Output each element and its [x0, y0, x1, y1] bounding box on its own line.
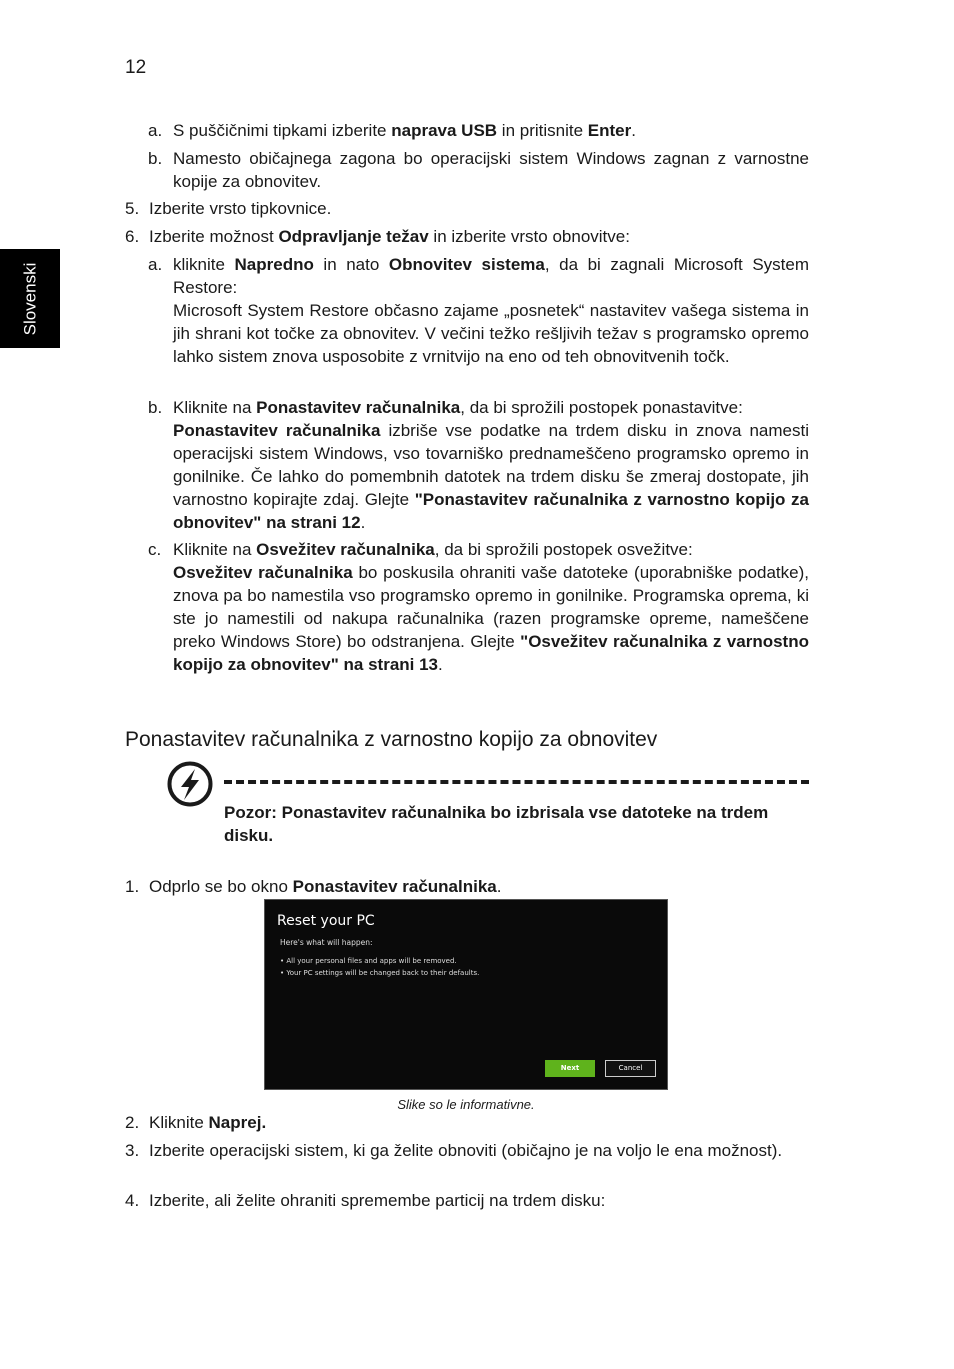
list-marker: 5.	[125, 199, 140, 218]
item-description: Ponastavitev računalnika izbriše vse podatke na trdem disku in znova namesti operacijski sistem Windows, vso tovarniško prednameščeno programsko opremo in gonilnike. Če lahko do pomembnih datotek na trdem disku še zmeraj dostopate, jih varnostno kopirajte zdaj. Glejte "Ponastavitev računalnika z varnostno kopijo za obnovitev" na strani 12.	[173, 421, 810, 532]
list-marker: 1.	[125, 877, 140, 896]
list-item: Kliknite Naprej.	[149, 1113, 267, 1132]
warning-bolt-icon	[166, 760, 214, 808]
list-item: Izberite, ali želite ohraniti spremembe particij na trdem disku:	[149, 1191, 606, 1210]
cancel-button[interactable]: Cancel	[605, 1060, 656, 1077]
screenshot-bullet: • All your personal files and apps will be removed.	[280, 957, 457, 965]
list-marker: a.	[148, 121, 163, 140]
list-item: S puščičnimi tipkami izberite naprava USB in pritisnite Enter.	[173, 121, 636, 140]
list-item: Izberite možnost Odpravljanje težav in izberite vrsto obnovitve:	[149, 227, 630, 246]
item-description: Osvežitev računalnika bo poskusila ohraniti vaše datoteke (uporabniške podatke), znova pa bo namestila vso programsko opremo in gonilnike. Programska oprema, ki ste jo namestili od nakupa računalnika (razen programske opreme, nameščene preko Windows Store) bo odstranjena. Glejte "Osvežitev računalnika z varnostno kopijo za obnovitev" na strani 13.	[173, 563, 809, 674]
list-item: Kliknite na Osvežitev računalnika, da bi sprožili postopek osvežitve: Osvežitev računalnika bo poskusila ohraniti vaše datoteke (uporabniške podatke), znova pa bo namestila vso programsko opremo in gonilnike. Programska oprema, ki ste jo namestili od nakupa računalnika (razen programske opreme, nameščene preko Windows Store) bo odstranjena. Glejte "Osvežitev računalnika z varnostno kopijo za obnovitev" na strani 13.	[173, 540, 809, 674]
screenshot-title: Reset your PC	[277, 913, 375, 929]
page-number: 12	[125, 57, 147, 78]
list-item: Odprlo se bo okno Ponastavitev računalnika.	[149, 877, 502, 896]
list-marker: 6.	[125, 227, 140, 246]
side-tab-label: Slovenski	[20, 262, 40, 336]
image-caption: Slike so le informativne.	[397, 1097, 535, 1112]
screenshot-bullet: • Your PC settings will be changed back to their defaults.	[280, 969, 480, 977]
warning-divider	[224, 780, 809, 784]
list-marker: a.	[148, 255, 163, 274]
warning-text: Pozor: Ponastavitev računalnika bo izbrisala vse datoteke na trdem disku.	[224, 803, 769, 845]
list-item: Izberite operacijski sistem, ki ga želite obnoviti (običajno je na voljo le ena možnost).	[149, 1141, 783, 1160]
item-description: Microsoft System Restore občasno zajame „posnetek“ nastavitev vašega sistema in jih shrani kot točke za obnovitev. V večini težko rešljivih težav s programsko opremo lahko sistem znova usposobite z vrnitvijo na eno od teh obnovitvenih točk.	[173, 301, 809, 366]
reset-pc-screenshot	[264, 899, 668, 1090]
list-item: Namesto običajnega zagona bo operacijski sistem Windows zagnan z varnostne kopije za obnovitev.	[173, 149, 809, 191]
list-item: kliknite Napredno in nato Obnovitev sistema, da bi zagnali Microsoft System Restore: Microsoft System Restore občasno zajame „posnetek“ nastavitev vašega sistema in jih shrani kot točke za obnovitev. V večini težko rešljivih težav s programsko opremo lahko sistem znova usposobite z vrnitvijo na eno od teh obnovitvenih točk.	[173, 255, 809, 366]
list-marker: c.	[148, 540, 162, 559]
list-marker: b.	[148, 398, 163, 417]
list-marker: 2.	[125, 1113, 140, 1132]
list-item: Izberite vrsto tipkovnice.	[149, 199, 332, 218]
side-tab	[0, 249, 60, 348]
list-marker: 4.	[125, 1191, 140, 1210]
list-item: Kliknite na Ponastavitev računalnika, da bi sprožili postopek ponastavitve: Ponastavitev računalnika izbriše vse podatke na trdem disku in znova namesti operacijski sistem Windows, vso tovarniško prednameščeno programsko opremo in gonilnike. Če lahko do pomembnih datotek na trdem disku še zmeraj dostopate, jih varnostno kopirajte zdaj. Glejte "Ponastavitev računalnika z varnostno kopijo za obnovitev" na strani 12.	[173, 398, 810, 532]
list-marker: 3.	[125, 1141, 140, 1160]
section-heading: Ponastavitev računalnika z varnostno kopijo za obnovitev	[125, 728, 658, 751]
list-marker: b.	[148, 149, 163, 168]
screenshot-subtitle: Here's what will happen:	[280, 938, 373, 947]
next-button[interactable]: Next	[545, 1060, 595, 1077]
